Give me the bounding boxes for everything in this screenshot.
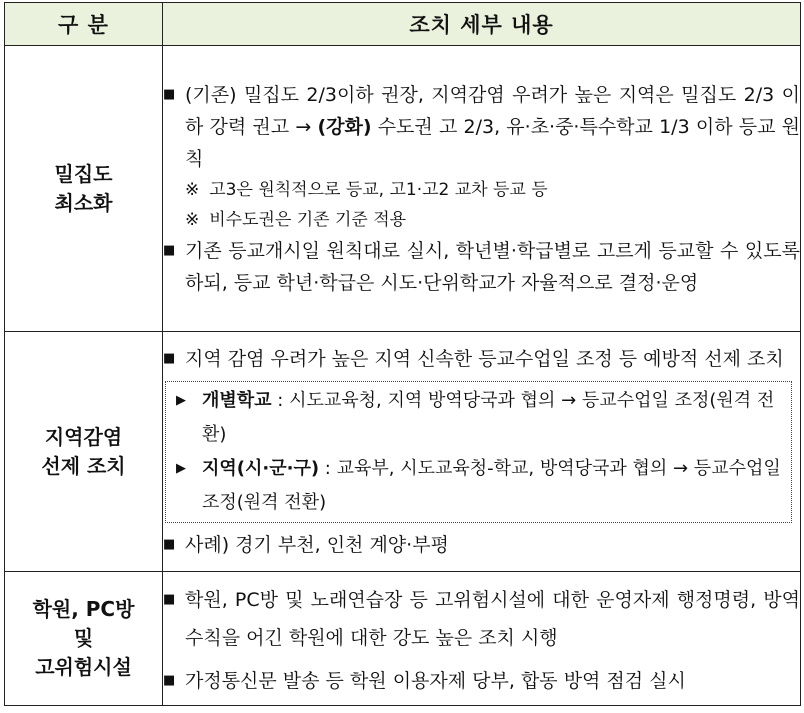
sub-item-label: 개별학교: [202, 389, 272, 411]
square-bullet-icon: ■: [163, 242, 176, 258]
bullet-text: 가정통신문 발송 등 학원 이용자제 당부, 합동 방역 점검 실시: [185, 669, 686, 692]
square-bullet-icon: ■: [163, 536, 176, 552]
category-line: 선제 조치: [41, 453, 126, 478]
sub-item: [176, 452, 781, 520]
category-line: 밀집도: [54, 161, 113, 186]
sub-item-text: : 시도교육청, 지역 방역당국과 협의 → 등교수업일 조정(원격 전환): [202, 389, 775, 445]
measures-table: [4, 2, 801, 706]
details-academies: [163, 572, 801, 706]
note-text: 고3은 원칙적으로 등교, 고1·고2 교차 등교 등: [209, 179, 548, 200]
details-regional: [163, 332, 801, 572]
category-line: 및: [73, 626, 94, 650]
dotted-box: [165, 381, 792, 523]
list-item: [163, 581, 800, 657]
bullet-text: 지역 감염 우려가 높은 지역 신속한 등교수업일 조정 등 예방적 선제 조치: [185, 347, 784, 370]
category-academies: [5, 572, 163, 706]
row-density: [5, 46, 801, 332]
note-item: [163, 175, 800, 205]
bullet-text: 기존 등교개시일 원칙대로 실시, 학년별·학급별로 고르게 등교할 수 있도록 하되, 등교 학년·학급은 시도·단위학교가 자율적으로 결정·운영: [185, 239, 800, 294]
note-text: 비수도권은 기존 기준 적용: [209, 209, 407, 230]
bullet-emphasis: (강화): [317, 115, 372, 138]
list-item: [163, 529, 800, 561]
category-line: 학원, PC방: [32, 597, 135, 621]
bullet-text: 사례) 경기 부천, 인천 계양·부평: [185, 533, 449, 556]
square-bullet-icon: ■: [163, 591, 176, 607]
list-item: [163, 235, 800, 299]
list-item: [163, 665, 800, 697]
square-bullet-icon: ■: [163, 86, 176, 102]
sub-item-text: : 교육부, 시도교육청-학교, 방역당국과 협의 → 등교수업일 조정(원격 전환): [202, 457, 781, 513]
note-item: [163, 205, 800, 235]
category-line: 고위험시설: [35, 655, 132, 679]
header-category: 구 분: [5, 3, 163, 46]
row-regional: [5, 332, 801, 572]
list-item: [163, 79, 800, 175]
triangle-bullet-icon: ▶: [176, 392, 186, 408]
header-row: [5, 3, 801, 46]
category-line: 지역감염: [44, 424, 123, 449]
square-bullet-icon: ■: [163, 350, 176, 366]
square-bullet-icon: ■: [163, 672, 176, 688]
sub-item: [176, 384, 781, 452]
list-item: [163, 343, 800, 375]
bullet-text: (기존) 밀집도 2/3이하 권장, 지역감염 우려가 높은 지역은 밀집도 2/3 이하 강력 권고 →: [185, 83, 800, 138]
bullet-text: 수도권 고 2/3, 유·초·중·특수학교 1/3 이하 등교 원칙: [185, 115, 800, 170]
bullet-text: 학원, PC방 및 노래연습장 등 고위험시설에 대한 운영자제 행정명령, 방역수칙을 어긴 학원에 대한 강도 높은 조치 시행: [185, 588, 800, 649]
category-line: 최소화: [54, 190, 113, 215]
triangle-bullet-icon: ▶: [176, 460, 186, 476]
sub-item-label: 지역(시·군·구): [202, 457, 320, 479]
category-density: [5, 46, 163, 332]
reference-mark-icon: ※: [185, 209, 200, 230]
row-academies: [5, 572, 801, 706]
category-regional: [5, 332, 163, 572]
reference-mark-icon: ※: [185, 179, 200, 200]
details-density: [163, 46, 801, 332]
header-details: 조치 세부 내용: [163, 3, 801, 46]
